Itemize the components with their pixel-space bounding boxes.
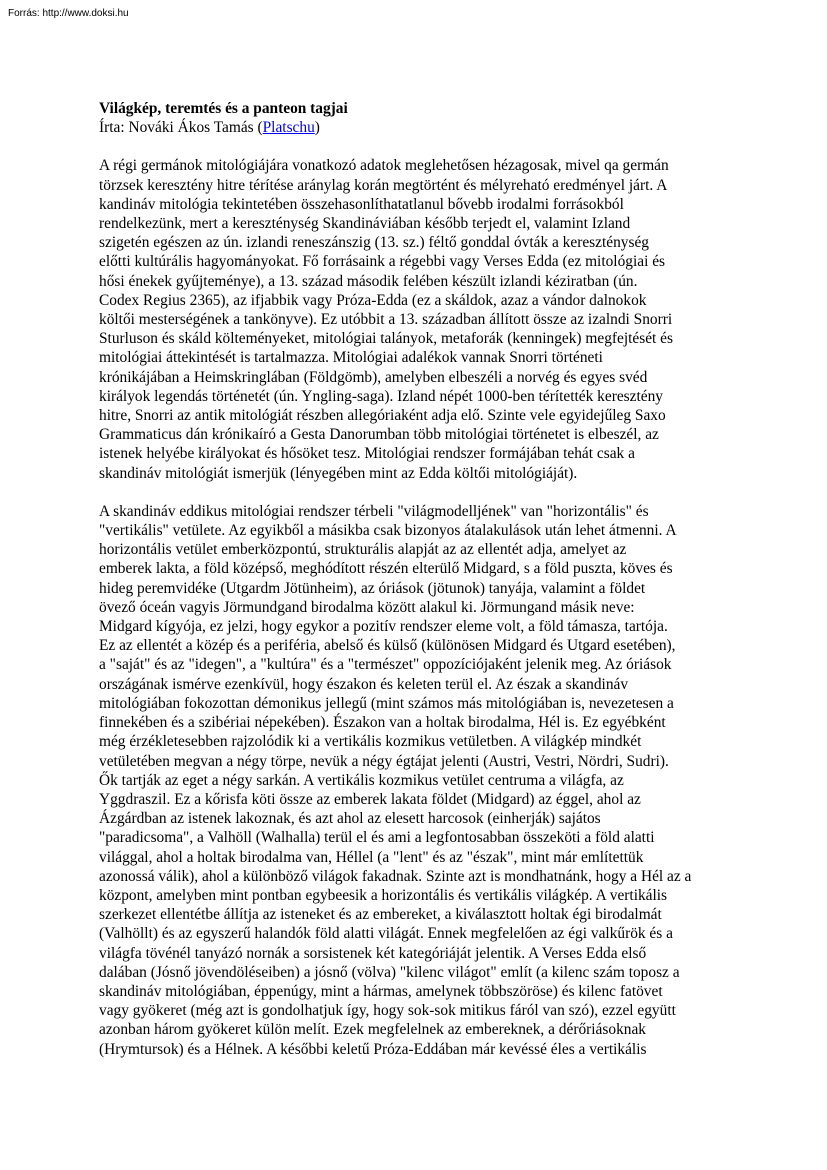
text-line: azonban három gyökeret külön melít. Ezek megfelelnek az embereknek, a dérőriásoknak (99, 1021, 646, 1039)
text-line: költői mesterségének a tankönyve). Ez utóbbit a 13. században állított össze az izalndi Snorri (99, 311, 673, 329)
text-line: királyok legendás történetét (ún. Yngling-saga). Izland népét 1000-ben térítették keresztény (99, 387, 663, 405)
text-line: Sturluson és skáld költeményeket, mitológiai talányok, metaforák (kenningek) megfejtését és (99, 330, 673, 348)
byline (99, 118, 731, 137)
text-line: dalában (Jósnő jövendöléseiben) a jósnő (völva) "kilenc világot" említ (a kilenc szám toposz a (99, 963, 680, 981)
text-line: szerkezet ellentétbe állítja az isteneket és az embereket, a kiválasztott holtak égi birodalmát (99, 906, 662, 924)
text-line: mitológiában fokozottan démonikus jellegű (mint számos más mitológiában is, nevezetesen a (99, 694, 674, 712)
text-line: hősi énekek gyűjteménye), a 13. század második felében készült izlandi kéziratban (ún. (99, 272, 638, 290)
text-line: "paradicsoma", a Valhöll (Walhalla) terül el és ami a legfontosabban összeköti a föld alatti (99, 829, 655, 847)
source-label: Forrás: http://www.doksi.hu (8, 8, 129, 19)
text-line: hideg peremvidéke (Utgardm Jötünheim), az óriások (jötunok) tanyája, valamint a földet (99, 579, 646, 597)
paragraph-2 (99, 502, 731, 1059)
text-line: világgal, ahol a holtak birodalma van, Héllel (a "lent" és az "észak", mint már említettük (99, 848, 644, 866)
paragraph-1 (99, 156, 731, 482)
byline-suffix: ) (314, 119, 320, 137)
text-line: előtti kultúrális hagyományokat. Fő forrásaink a régebbi vagy Verses Edda (ez mitológiai és (99, 253, 666, 271)
text-line: központ, amelyben mint pontban egybeesik a horizontális és vertikális világkép. A vertikális (99, 886, 668, 904)
text-line: "vertikális" vetülete. Az egyikből a másikba csak bizonyos átalakulások után lehet átmenni. A (99, 522, 677, 540)
text-line: mitológiai áttekintését is tartalmazza. Mitológiai adalékok vannak Snorri történeti (99, 349, 603, 367)
text-line: még érzékletesebben rajzolódik ki a vertikális kozmikus vetületben. A világkép mindkét (99, 733, 642, 751)
text-line: skandináv mitológiában, éppenúgy, mint a hármas, amelynek többszöröse) és kilenc fatövet (99, 982, 663, 1000)
text-line: horizontális vetület emberközpontú, strukturális alapját az az ellentét adja, amelyet az (99, 541, 627, 559)
text-line: krónikájában a Heimskringlában (Földgömb), amelyben elbeszéli a norvég és egyes svéd (99, 368, 648, 386)
text-line: Ez az ellentét a közép és a periféria, abelső és külső (különösen Midgard és Utgard esetében), (99, 637, 676, 655)
text-line: azonossá válik), ahol a különböző világok fakadnak. Szinte azt is mondhatnánk, hogy a Hél az a (99, 867, 692, 885)
text-line: vetületében megvan a négy törpe, nevük a négy égtájat jelenti (Austri, Vestri, Nördri, Sudri). (99, 752, 669, 770)
text-line: Codex Regius 2365), az ifjabbik vagy Próza-Edda (ez a skáldok, azaz a vándor dalnokok (99, 291, 647, 309)
byline-prefix: Írta: Nováki Ákos Tamás ( (99, 119, 263, 137)
author-link[interactable]: Platschu (262, 119, 315, 137)
text-line: világfa tövénél tanyázó nornák a sorsistenek két kategóriáját jelentik. A Verses Edda első (99, 944, 647, 962)
document-title: Világkép, teremtés és a panteon tagjai (99, 100, 348, 117)
text-line: (Hrymtursok) és a Hélnek. A későbbi keletű Próza-Eddában már kevéssé éles a vertikális (99, 1040, 647, 1058)
text-line: emberek lakta, a föld középső, meghódított részén elterülő Midgard, s a föld puszta, köves és (99, 560, 673, 578)
text-line: istenek helyébe királyokat és hősöket tesz. Mitológiai rendszer formájában tehát csak a (99, 445, 635, 463)
text-line: országának ismérve ezenkívül, hogy északon és keleten terül el. Az észak a skandináv (99, 675, 629, 693)
text-line: skandináv mitológiát ismerjük (lényegében mint az Edda költői mitológiáját). (99, 464, 578, 482)
text-line: A régi germánok mitológiájára vonatkozó adatok meglehetősen hézagosak, mivel qa germán (99, 157, 669, 175)
text-line: (Valhöllt) és az egyszerű halandók föld alatti világát. Ennek megfelelően az égi valkűrök és a (99, 925, 673, 943)
text-line: törzsek keresztény hitre térítése aránylag korán megtörtént és mélyreható eredményel járt. A (99, 176, 668, 194)
document-body (99, 99, 731, 1059)
text-line: kandináv mitológia tekintetében összehasonlíthatatlanul bővebb irodalmi forrásokból (99, 195, 624, 213)
text-line: Grammaticus dán krónikaíró a Gesta Danorumban több mitológiai történetet is elbeszél, az (99, 426, 659, 444)
text-line: rendelkezünk, mert a kereszténység Skandináviában később terjedt el, valamint Izland (99, 215, 631, 233)
text-line: Yggdraszil. Ez a kőrisfa köti össze az emberek lakata földet (Midgard) az éggel, ahol az (99, 790, 641, 808)
text-line: szigetén egészen az ún. izlandi reneszánszig (13. sz.) féltő gonddal óvták a kereszténység (99, 234, 649, 252)
text-line: finnekében és a szibériai népekében). Északon van a holtak birodalma, Hél is. Ez egyébként (99, 714, 666, 732)
text-line: a "saját" és az "idegen", a "kultúra" és a "természet" oppozíciójaként jelenik meg. Az óriások (99, 656, 672, 674)
text-line: Midgard kígyója, ez jelzi, hogy egykor a pozitív rendszer eleme volt, a föld támasza, tartója. (99, 618, 668, 636)
text-line: Ők tartják az eget a négy sarkán. A vertikális kozmikus vetület centruma a világfa, az (99, 771, 624, 789)
text-line: A skandináv eddikus mitológiai rendszer térbeli "világmodelljének" van "horizontális" és (99, 502, 649, 520)
text-line: övező óceán vagyis Jörmundgand birodalma között alakul ki. Jörmungand másik neve: (99, 598, 635, 616)
text-line: vagy gyökeret (még azt is gondolhatjuk így, hogy sok-sok mitikus fáról van szó), ezzel együtt (99, 1002, 676, 1020)
text-line: hitre, Snorri az antik mitológiát részben allegóriaként adja elő. Szinte vele egyidejűleg Saxo (99, 407, 666, 425)
text-line: Ázgárdban az istenek lakoznak, és azt ahol az elesett harcosok (einherják) sajátos (99, 810, 601, 828)
